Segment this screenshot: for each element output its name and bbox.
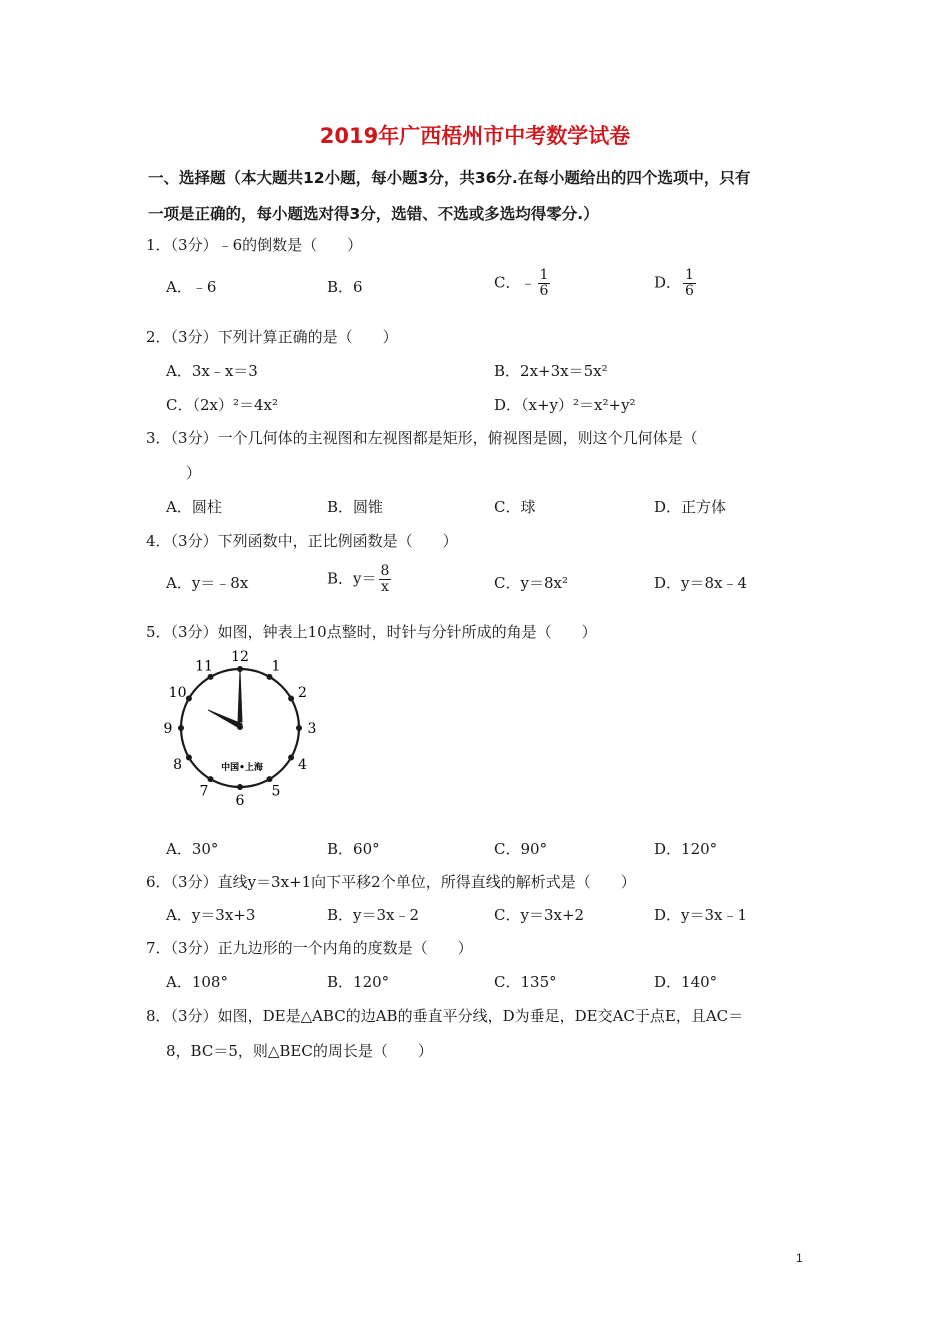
question-6-stem: 6．（3分）直线y＝3x+1向下平移2个单位，所得直线的解析式是（ ） bbox=[146, 873, 636, 891]
hour-hand bbox=[208, 710, 242, 729]
question-4-option-c: C．y＝8x² bbox=[494, 574, 568, 592]
clock-hour-dot bbox=[296, 725, 302, 731]
clock-hour-number: 10 bbox=[168, 685, 187, 701]
question-1-option-c bbox=[494, 268, 550, 299]
question-2-option-c: C．（2x）²＝4x² bbox=[166, 396, 279, 414]
question-3-stem-line1: 3．（3分）一个几何体的主视图和左视图都是矩形，俯视图是圆，则这个几何体是（ bbox=[146, 429, 698, 447]
clock-hour-number: 5 bbox=[271, 783, 281, 800]
question-1-option-b: B．6 bbox=[327, 278, 363, 296]
denominator: 6 bbox=[539, 283, 549, 299]
denominator: 6 bbox=[685, 283, 694, 299]
question-1-stem: 1．（3分）﹣6的倒数是（ ） bbox=[146, 236, 363, 254]
option-d-label: D． bbox=[654, 273, 682, 292]
fraction bbox=[538, 268, 551, 299]
clock-hour-number: 1 bbox=[271, 658, 281, 675]
question-7-stem: 7．（3分）正九边形的一个内角的度数是（ ） bbox=[146, 939, 473, 957]
question-8-stem-line1: 8．（3分）如图，DE是△ABC的边AB的垂直平分线，D为垂足，DE交AC于点E，且AC＝ bbox=[146, 1007, 744, 1025]
question-1-option-d bbox=[654, 268, 696, 299]
clock-hour-number: 3 bbox=[307, 721, 317, 737]
clock-hour-number: 8 bbox=[173, 757, 183, 773]
question-2-option-d: D．（x+y）²＝x²+y² bbox=[494, 396, 636, 414]
minute-hand bbox=[238, 670, 242, 722]
clock-hour-number: 9 bbox=[163, 721, 173, 737]
question-6-option-b: B．y＝3x﹣2 bbox=[327, 906, 420, 924]
question-7-option-d: D．140° bbox=[654, 973, 718, 991]
clock-hour-dot bbox=[237, 784, 243, 790]
question-4-option-d: D．y＝8x﹣4 bbox=[654, 574, 748, 592]
clock-hour-dot bbox=[267, 776, 273, 782]
question-6-option-d: D．y＝3x﹣1 bbox=[654, 906, 748, 924]
fraction bbox=[683, 268, 696, 299]
question-5-option-d: D．120° bbox=[654, 840, 718, 858]
question-4-option-a: A．y＝﹣8x bbox=[166, 574, 249, 592]
clock-hour-number: 4 bbox=[297, 757, 307, 773]
numerator: 8 bbox=[380, 563, 390, 579]
section-heading-line1: 一、选择题（本大题共12小题，每小题3分，共36分.在每小题给出的四个选项中，只有 bbox=[148, 169, 751, 187]
minus-sign: ﹣ bbox=[520, 273, 536, 292]
clock-hour-number: 2 bbox=[297, 685, 307, 701]
question-4-option-b bbox=[327, 564, 391, 595]
question-7-option-a: A．108° bbox=[166, 973, 228, 991]
option-c-label: C． bbox=[494, 273, 521, 292]
question-2-stem: 2．（3分）下列计算正确的是（ ） bbox=[146, 328, 398, 346]
clock-center bbox=[237, 724, 243, 730]
question-5-option-b: B．60° bbox=[327, 840, 380, 858]
question-2-option-b: B．2x+3x＝5x² bbox=[494, 362, 608, 380]
clock-hour-dot bbox=[288, 696, 294, 702]
question-8-stem-line2: 8，BC＝5，则△BEC的周长是（ ） bbox=[166, 1042, 433, 1060]
question-7-option-b: B．120° bbox=[327, 973, 390, 991]
section-heading-line2: 一项是正确的，每小题选对得3分，选错、不选或多选均得零分.） bbox=[148, 205, 599, 223]
option-b-label: B．y＝ bbox=[327, 569, 377, 588]
clock-hour-dot bbox=[178, 725, 184, 731]
question-3-option-b: B．圆锥 bbox=[327, 498, 384, 516]
clock-hour-number: 11 bbox=[195, 658, 213, 675]
clock-hour-number: 12 bbox=[231, 649, 249, 665]
question-7-option-c: C．135° bbox=[494, 973, 557, 991]
question-6-option-a: A．y＝3x+3 bbox=[166, 906, 256, 924]
clock-hour-dot bbox=[288, 755, 294, 761]
question-3-option-d: D．正方体 bbox=[654, 498, 727, 516]
clock-figure bbox=[160, 648, 320, 808]
clock-hour-dot bbox=[186, 755, 192, 761]
clock-brand: 中国•上海 bbox=[221, 763, 263, 773]
question-3-option-a: A．圆柱 bbox=[166, 498, 222, 516]
question-5-option-c: C．90° bbox=[494, 840, 548, 858]
clock-hour-number: 7 bbox=[199, 783, 209, 800]
question-4-stem: 4．（3分）下列函数中，正比例函数是（ ） bbox=[146, 532, 458, 550]
question-5-option-a: A．30° bbox=[166, 840, 219, 858]
numerator: 1 bbox=[685, 267, 694, 283]
clock-hour-dot bbox=[186, 696, 192, 702]
page-number: 1 bbox=[796, 1251, 803, 1265]
question-2-option-a: A．3x﹣x＝3 bbox=[166, 362, 258, 380]
denominator: x bbox=[381, 579, 389, 595]
clock-hour-dot bbox=[208, 776, 214, 782]
page-title: 2019年广西梧州市中考数学试卷 bbox=[319, 124, 631, 148]
clock-hour-number: 6 bbox=[235, 793, 245, 808]
question-1-option-a: A．﹣6 bbox=[166, 278, 217, 296]
fraction bbox=[379, 564, 392, 595]
question-6-option-c: C．y＝3x+2 bbox=[494, 906, 585, 924]
question-3-stem-line2: ） bbox=[186, 464, 202, 482]
clock-hour-dot bbox=[208, 674, 214, 680]
question-3-option-c: C．球 bbox=[494, 498, 536, 516]
numerator: 1 bbox=[539, 267, 549, 283]
clock-hour-dot bbox=[267, 674, 273, 680]
question-5-stem: 5．（3分）如图，钟表上10点整时，时针与分针所成的角是（ ） bbox=[146, 623, 597, 641]
